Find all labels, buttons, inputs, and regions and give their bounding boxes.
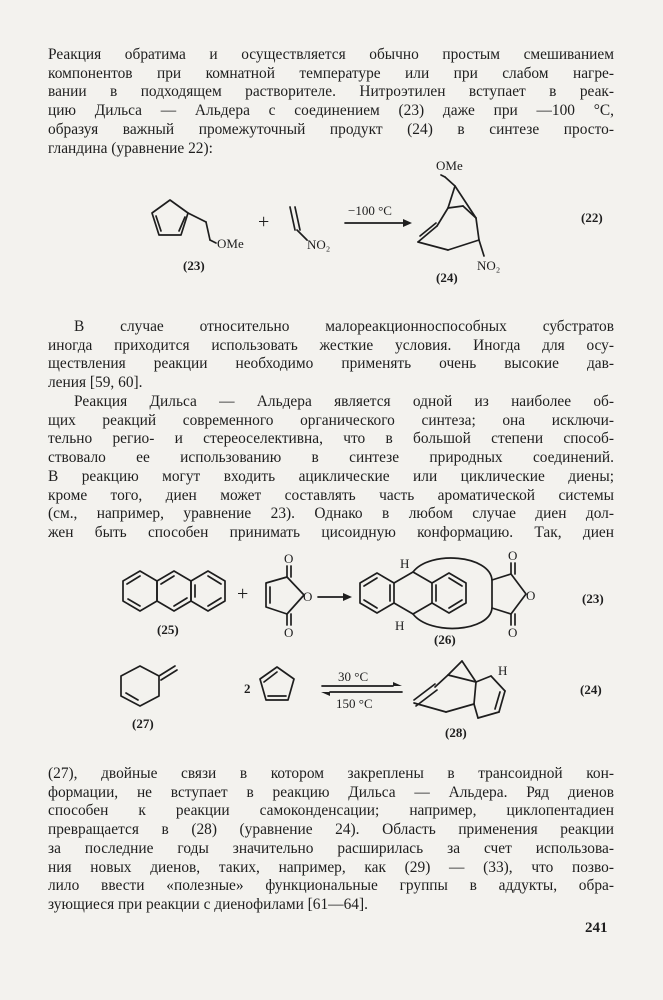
forward-condition: 30 °C — [338, 669, 369, 684]
h-label: H — [498, 663, 508, 678]
compound-27-label: (27) — [132, 716, 154, 731]
arrow-head — [393, 682, 402, 686]
compound-28-label: (28) — [445, 725, 467, 740]
text-line: гландина (уравнение 22): — [48, 139, 213, 157]
text-line: зующиеся при реакции с диенофилами [61—64]. — [48, 895, 368, 913]
text-line: иногда приходится использовать жесткие условия. Иногда для осу- — [48, 336, 614, 354]
text-line: щих реакций современного органического синтеза; она исключи- — [48, 411, 614, 429]
text-line: Реакция Дильса — Альдера является одной из наиболее об- — [74, 393, 614, 410]
compound-26-label: (26) — [434, 632, 456, 647]
compound-28-structure — [414, 661, 508, 718]
ome-label-24: OMe — [436, 158, 463, 173]
text-line: Реакция обратима и осуществляется обычно простым смешиванием — [48, 46, 614, 63]
o-label: O — [284, 551, 294, 566]
reverse-condition: 150 °C — [336, 696, 373, 711]
reaction-condition: −100 °C — [348, 203, 392, 218]
arrow-head — [343, 593, 352, 601]
coefficient: 2 — [244, 681, 251, 696]
text-line: жен быть способен принимать цисоидную конформацию. Так, диен — [48, 523, 614, 541]
o-label: O — [508, 548, 518, 563]
equation-number-24: (24) — [580, 682, 602, 697]
text-line: формации, не вступает в реакцию Дильса — Альдера. Ряд диенов — [48, 783, 614, 801]
compound-23-label: (23) — [183, 258, 205, 273]
text-line: кроме того, диен может составлять часть ароматической системы — [48, 486, 614, 504]
text-line: образуя важный промежуточный продукт (24) в синтезе просто- — [48, 120, 614, 138]
o-label: O — [303, 589, 313, 604]
text-line: ния новых диенов, таких, например, как (29) — (33), что позво- — [48, 858, 614, 876]
text-line: компонентов при комнатной температуре или при слабом нагре- — [48, 64, 614, 82]
nitro-product-label: NO₂ — [477, 258, 501, 273]
cyclopentadiene-structure — [260, 667, 294, 700]
text-line: (см., например, уравнение 23). Однако в любом случае диен дол- — [48, 505, 614, 523]
o-label: O — [284, 625, 294, 640]
text-line: В случае относительно малореакционноспособных субстратов — [74, 318, 614, 335]
compound-25-label: (25) — [157, 622, 179, 637]
text-line: цию Дильса — Альдера с соединением (23) даже при —100 °C, — [48, 102, 614, 120]
page-number: 241 — [585, 920, 608, 936]
compound-24-label: (24) — [436, 270, 458, 285]
text-line: способен к реакции самоконденсации; например, циклопентадиен — [48, 802, 614, 820]
text-line: лило ввести «полезные» функциональные группы в аддукты, обра- — [48, 877, 614, 895]
text-line: превращается в (28) (уравнение 24). Область применения реакции — [48, 821, 614, 839]
h-label: H — [395, 618, 405, 633]
plus-sign: + — [258, 211, 270, 233]
plus-sign: + — [237, 583, 249, 605]
equation-number-22: (22) — [581, 210, 603, 225]
text-line: вании в подходящем растворителе. Нитроэтилен вступает в реак- — [48, 83, 614, 101]
text-line: ления [59, 60]. — [48, 374, 143, 392]
equation-number-23: (23) — [582, 591, 604, 606]
nitro-reagent-label: NO₂ — [307, 237, 331, 252]
text-line: В реакцию могут входить ациклические или циклические диены; — [48, 467, 614, 485]
arrow-head — [321, 692, 330, 696]
text-line: ществления реакции необходимо применять очень высокие дав- — [48, 355, 614, 373]
text-line: (27), двойные связи в котором закреплены в трансоидной кон- — [48, 765, 614, 782]
text-line: ствовало ее использованию в синтезе природных соединений. — [48, 449, 614, 467]
ome-label-23: OMe — [217, 236, 244, 251]
compound-26-structure — [360, 558, 526, 628]
text-line: тельно регио- и стереоселективна, что в большой степени способ- — [48, 430, 614, 448]
o-label: O — [526, 588, 536, 603]
paragraph-4 — [48, 765, 614, 915]
anthracene-structure — [123, 571, 225, 611]
text-line: за последние годы значительно расширилась за счет использова- — [48, 839, 614, 857]
h-label: H — [400, 556, 410, 571]
compound-27-structure — [121, 666, 177, 706]
maleic-anhydride-structure — [266, 566, 304, 625]
o-label: O — [508, 625, 518, 640]
